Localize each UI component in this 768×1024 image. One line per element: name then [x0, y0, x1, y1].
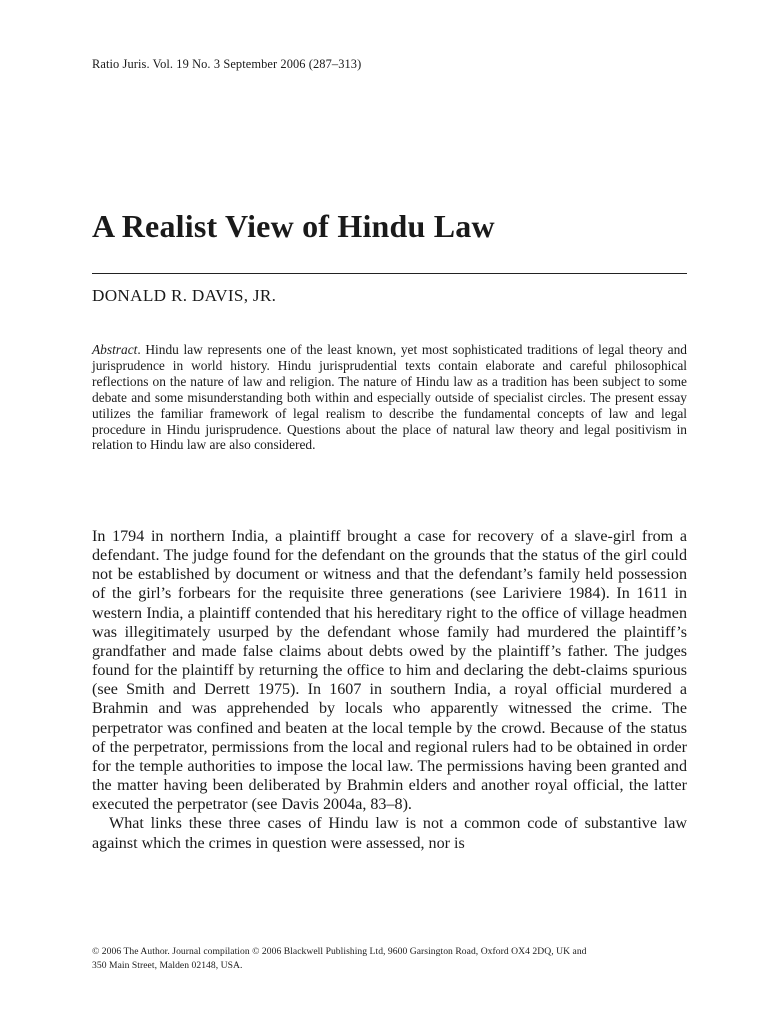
title-divider — [92, 273, 687, 274]
body-paragraph-1: In 1794 in northern India, a plaintiff brought a case for recovery of a slave-girl from a defendant. The judge found for the defendant on the grounds that the status of the girl could not be established by document or witness and that the defendant’s family held possession of the girl’s forbears for the requisite three generations (see Lariviere 1984). In 1611 in western India, a plaintiff contended that his hereditary right to the office of village headmen was illegitimately usurped by the defendant whose family had murdered the plaintiff’s grandfather and made false claims about debts owed by the plaintiff’s father. The judges found for the plaintiff by returning the office to him and declaring the debt-claims spurious (see Smith and Derrett 1975). In 1607 in southern India, a royal official murdered a Brahmin and was apprehended by locals who apparently witnessed the crime. The perpetrator was confined and beaten at the local temple by the crowd. Because of the status of the perpetrator, permissions from the local and regional rulers had to be obtained in order for the temple authorities to impose the local law. The permissions having been granted and the matter having been deliberated by Brahmin elders and another royal official, the latter executed the perpetrator (see Davis 2004a, 83–8). — [92, 528, 687, 814]
journal-page — [92, 0, 687, 1024]
body-paragraph-2: What links these three cases of Hindu law is not a common code of substantive law against which the crimes in question were assessed, nor is — [92, 815, 687, 852]
article-title: A Realist View of Hindu Law — [92, 208, 495, 244]
journal-citation: Ratio Juris. Vol. 19 No. 3 September 2006 (287–313) — [92, 57, 362, 71]
copyright-line-2: 350 Main Street, Malden 02148, USA. — [92, 960, 243, 971]
abstract-text: Hindu law represents one of the least known, yet most sophisticated traditions of legal theory and jurisprudence in world history. Hindu jurisprudential texts contain elaborate and careful philosophical reflections on the nature of law and religion. The nature of Hindu law as a tradition has been subject to some debate and some misunderstanding both within and especially outside of specialist circles. The present essay utilizes the familiar framework of legal realism to describe the fundamental concepts of law and legal procedure in Hindu jurisprudence. Questions about the place of natural law theory and legal positivism in relation to Hindu law are also considered. — [92, 342, 687, 453]
author-name: DONALD R. DAVIS, JR. — [92, 286, 277, 305]
copyright-footer — [92, 945, 692, 973]
abstract: Abstract. Hindu law represents one of the least known, yet most sophisticated traditions of legal theory and jurisprudence in world history. Hindu jurisprudential texts contain elaborate and careful philosophical reflections on the nature of law and religion. The nature of Hindu law as a tradition has been subject to some debate and some misunderstanding both within and especially outside of specialist circles. The present essay utilizes the familiar framework of legal realism to describe the fundamental concepts of law and legal procedure in Hindu jurisprudence. Questions about the place of natural law theory and legal positivism in relation to Hindu law are also considered. — [92, 342, 687, 453]
abstract-label: Abstract — [92, 342, 138, 357]
body-text — [92, 527, 687, 853]
copyright-line-1: © 2006 The Author. Journal compilation © 2006 Blackwell Publishing Ltd, 9600 Garsington Road, Oxford OX4 2DQ, UK and — [92, 946, 587, 957]
